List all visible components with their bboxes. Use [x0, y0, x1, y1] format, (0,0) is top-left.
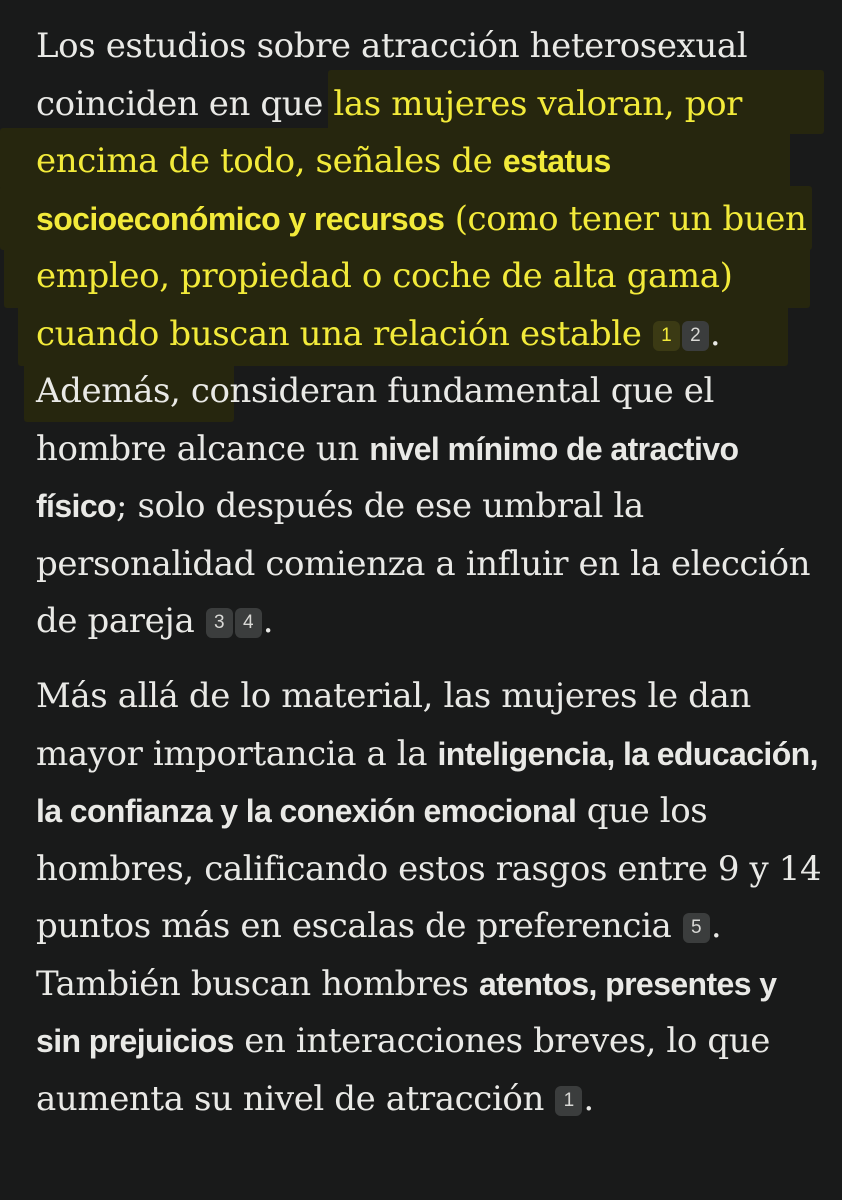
text-span: . Además, consideran fundamental que el hombre alcance un	[36, 313, 721, 469]
text-span: . También buscan hombres	[36, 906, 722, 1004]
paragraph-1	[36, 18, 826, 651]
text-span: que los hombres, calificando estos rasgos entre 9 y 14 puntos más en escalas de preferencia	[36, 791, 822, 946]
bold-text: inteligencia, la educación, la confianza y la conexión emocional	[36, 735, 818, 829]
text-span: .	[262, 601, 274, 641]
text-span: Los estudios sobre atracción heterosexual coinciden en que	[36, 26, 748, 124]
citation-badge-5[interactable]: 5	[683, 913, 710, 943]
citation-badge-3[interactable]: 3	[206, 608, 233, 638]
text-span: (como tener un buen empleo, propiedad o coche de alta gama) cuando buscan una relación estable	[36, 198, 807, 354]
bold-text: nivel mínimo de atractivo físico	[36, 430, 739, 524]
citation-badge-1[interactable]: 1	[555, 1086, 582, 1116]
citation-badge-2[interactable]: 2	[682, 321, 709, 351]
text-span: ; solo después de ese umbral la personalidad comienza a influir en la elección de pareja	[36, 486, 811, 641]
highlighted-text	[36, 84, 807, 354]
paragraph-2	[36, 668, 826, 1128]
bold-text: estatus socioeconómico y recursos	[36, 143, 611, 237]
text-span: Más allá de lo material, las mujeres le dan mayor importancia a la	[36, 676, 751, 774]
text-span: .	[583, 1078, 594, 1119]
text-span: las mujeres valoran, por encima de todo, señales de	[36, 83, 742, 181]
bold-text: atentos, presentes y sin prejuicios	[36, 965, 777, 1059]
text-span: en interacciones breves, lo que aumenta su nivel de atracción	[36, 1021, 770, 1119]
citation-badge-4[interactable]: 4	[235, 608, 262, 638]
citation-badge-1[interactable]: 1	[653, 321, 680, 351]
